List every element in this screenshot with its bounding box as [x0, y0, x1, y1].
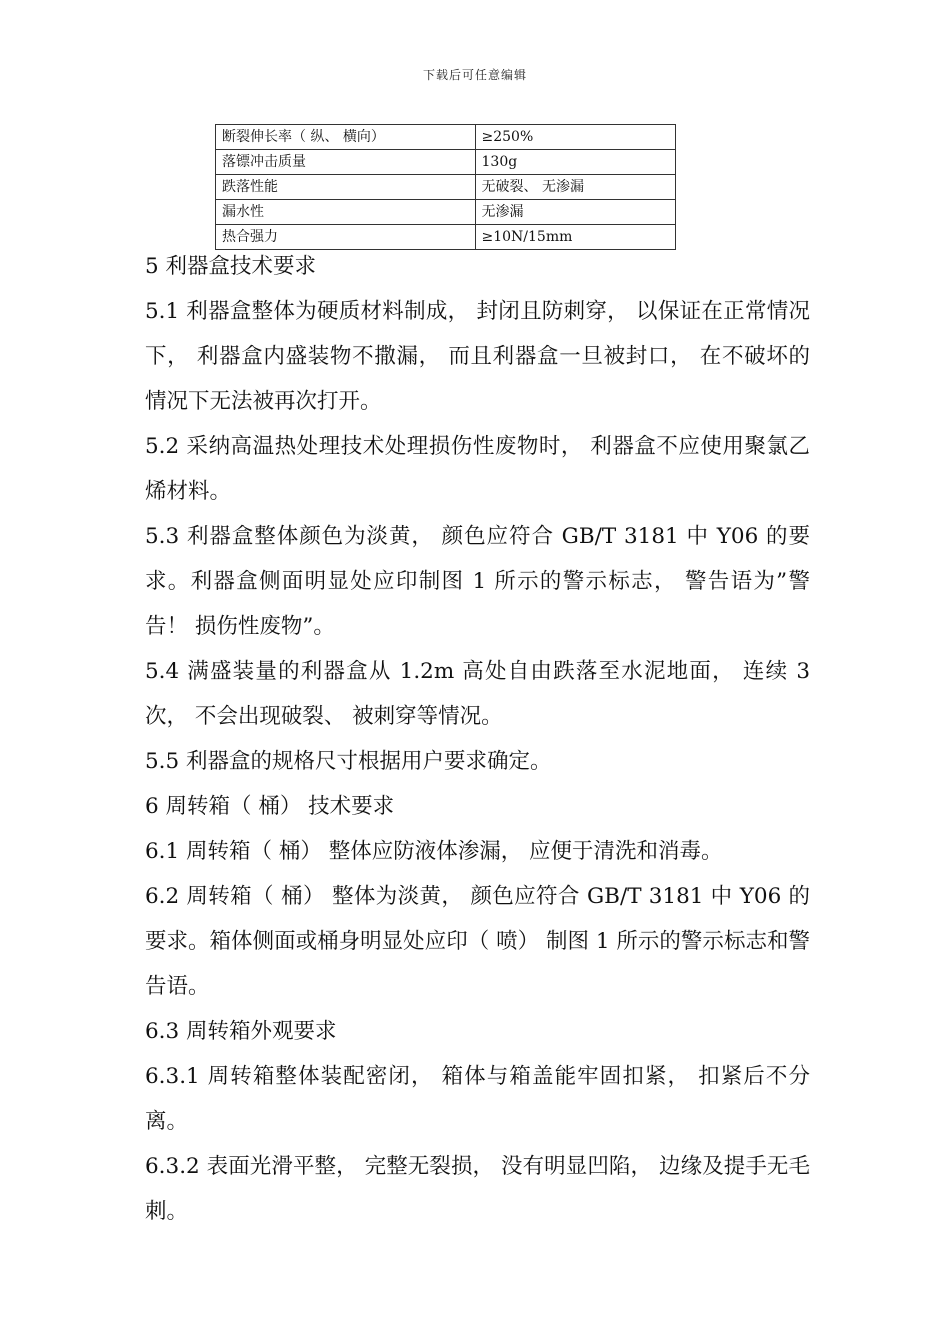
table-row	[216, 125, 676, 150]
section-heading: 6 周转箱（ 桶） 技术要求	[145, 794, 395, 819]
page-header-note: 下载后可任意编辑	[422, 68, 527, 82]
document-body	[145, 244, 817, 1234]
table-row	[216, 175, 676, 200]
table-cell-value: 无破裂、 无渗漏	[475, 175, 676, 200]
table-cell-property: 漏水性	[216, 200, 476, 225]
paragraph: 6.1 周转箱（ 桶） 整体应防液体渗漏， 应便于清洗和消毒。	[145, 839, 723, 864]
table-cell-value: 无渗漏	[475, 200, 676, 225]
table-row	[216, 150, 676, 175]
paragraph: 5.1 利器盒整体为硬质材料制成， 封闭且防刺穿， 以保证在正常情况下， 利器盒内盛装物不撒漏， 而且利器盒一旦被封口， 在不破坏的情况下无法被再次打开。	[145, 299, 810, 414]
paragraph: 6.2 周转箱（ 桶） 整体为淡黄， 颜色应符合 GB/T 3181 中 Y06 的要求。箱体侧面或桶身明显处应印（ 喷） 制图 1 所示的警示标志和警告语。	[145, 884, 810, 999]
paragraph: 5.2 采纳高温热处理技术处理损伤性废物时， 利器盒不应使用聚氯乙烯材料。	[145, 434, 810, 504]
table-cell-property: 跌落性能	[216, 175, 476, 200]
section-heading: 5 利器盒技术要求	[145, 254, 317, 279]
paragraph: 5.4 满盛装量的利器盒从 1.2m 高处自由跌落至水泥地面， 连续 3 次， 不会出现破裂、 被刺穿等情况。	[145, 659, 817, 729]
table-cell-property: 落镖冲击质量	[216, 150, 476, 175]
paragraph: 6.3.1 周转箱整体装配密闭， 箱体与箱盖能牢固扣紧， 扣紧后不分离。	[145, 1064, 810, 1134]
table-cell-property: 热合强力	[216, 225, 476, 250]
spec-table	[215, 124, 676, 250]
table-cell-value: ≥10N/15mm	[475, 225, 676, 250]
paragraph: 5.5 利器盒的规格尺寸根据用户要求确定。	[145, 749, 552, 774]
paragraph: 6.3.2 表面光滑平整， 完整无裂损， 没有明显凹陷， 边缘及提手无毛刺。	[145, 1154, 810, 1224]
table-row	[216, 200, 676, 225]
section-heading: 6.3 周转箱外观要求	[145, 1019, 337, 1044]
paragraph: 5.3 利器盒整体颜色为淡黄， 颜色应符合 GB/T 3181 中 Y06 的要求。利器盒侧面明显处应印制图 1 所示的警示标志， 警告语为”警告！ 损伤性废物”。	[145, 524, 810, 639]
table-cell-value: 130g	[475, 150, 676, 175]
table-cell-value: ≥250%	[475, 125, 676, 150]
table-cell-property: 断裂伸长率（ 纵、 横向）	[216, 125, 476, 150]
